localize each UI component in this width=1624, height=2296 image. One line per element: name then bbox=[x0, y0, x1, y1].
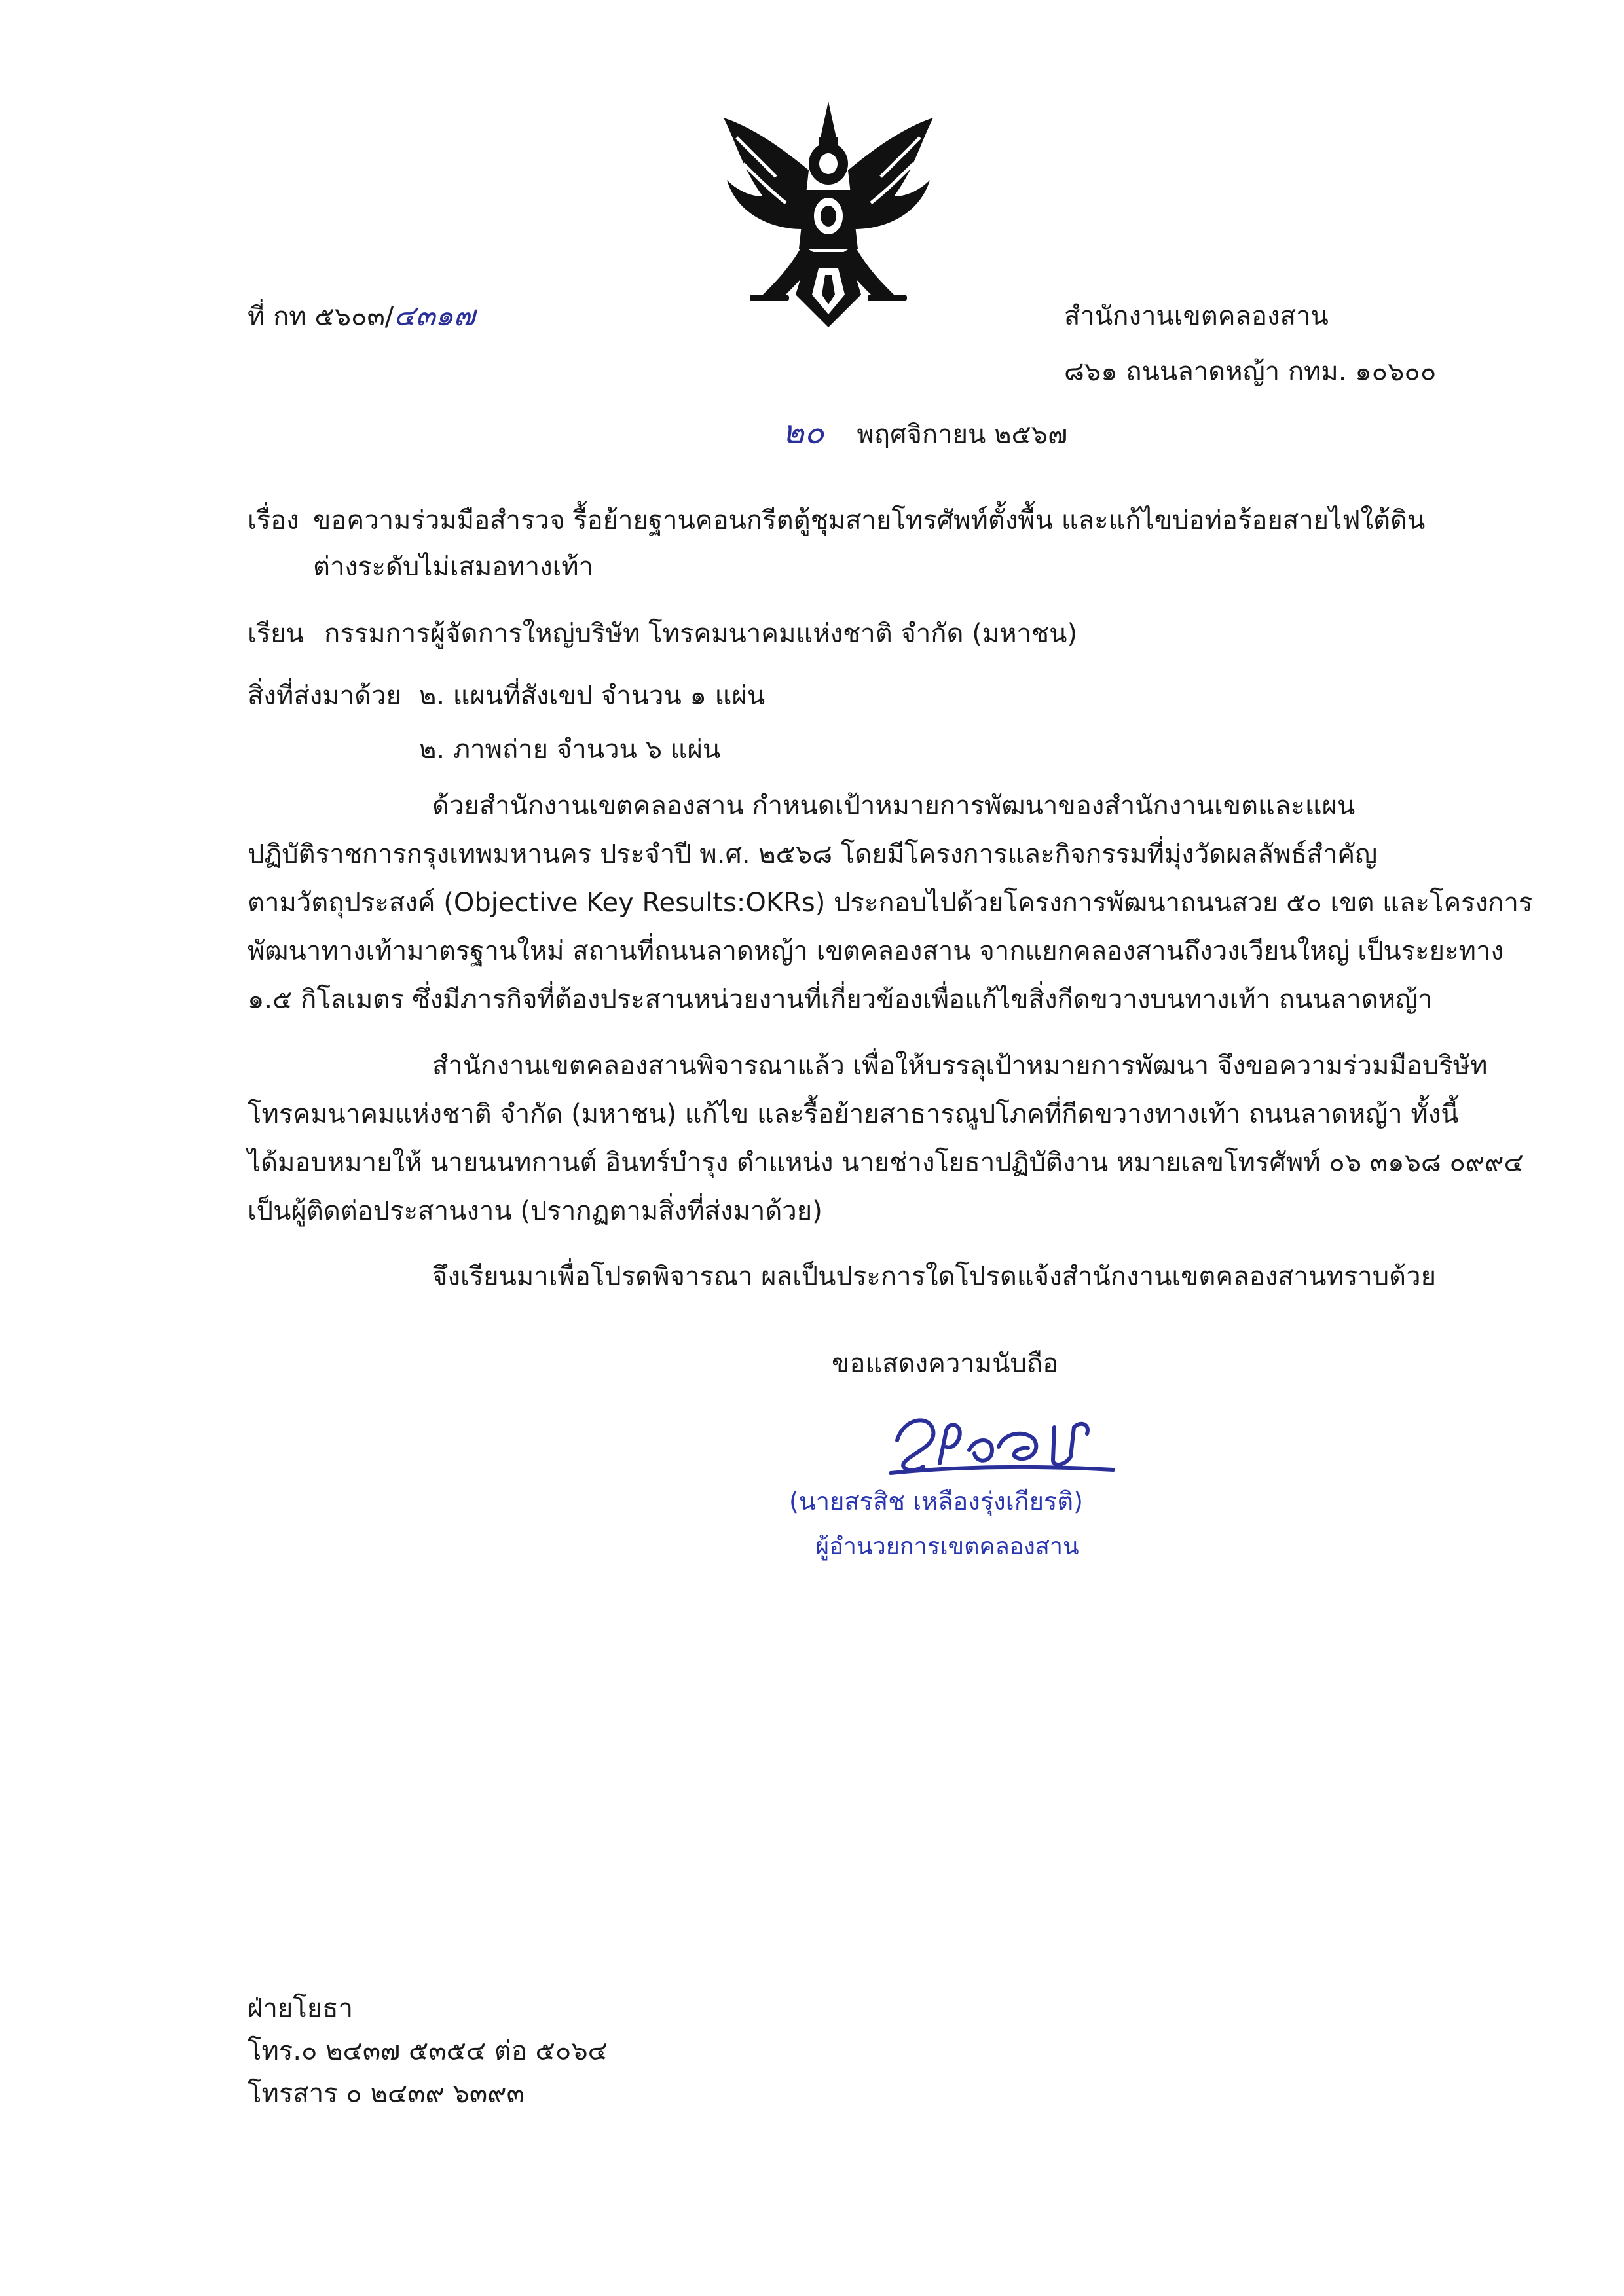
body-p3: จึงเรียนมาเพื่อโปรดพิจารณา ผลเป็นประการใดโปรดแจ้งสำนักงานเขตคลองสานทราบด้วย bbox=[432, 1262, 1437, 1292]
subject-line-1: ขอความร่วมมือสำรวจ รื้อย้ายฐานคอนกรีตตู้ชุมสายโทรศัพท์ตั้งพื้น และแก้ไขบ่อท่อร้อยสายไฟใต้ดิน bbox=[313, 505, 1426, 536]
office-address: ๘๖๑ ถนนลาดหญ้า กทม. ๑๐๖๐๐ bbox=[1064, 357, 1437, 387]
body-p2-line-4: เป็นผู้ติดต่อประสานงาน (ปรากฏตามสิ่งที่ส่งมาด้วย) bbox=[248, 1196, 822, 1226]
date-month-year: พฤศจิกายน ๒๕๖๗ bbox=[857, 420, 1068, 450]
footer-phone: โทร.๐ ๒๔๓๗ ๕๓๕๔ ต่อ ๕๐๖๔ bbox=[248, 2036, 608, 2066]
signer-title: ผู้อำนวยการเขตคลองสาน bbox=[815, 1533, 1079, 1560]
enclosures-label: สิ่งที่ส่งมาด้วย bbox=[248, 681, 401, 711]
footer-fax: โทรสาร ๐ ๒๔๓๙ ๖๓๙๓ bbox=[248, 2079, 525, 2109]
subject-line-2: ต่างระดับไม่เสมอทางเท้า bbox=[313, 552, 594, 582]
body-p2-line-3: ได้มอบหมายให้ นายนนทกานต์ อินทร์บำรุง ตำแหน่ง นายช่างโยธาปฏิบัติงาน หมายเลขโทรศัพท์ ๐๖ ๓๑๖๘ ๐๙๙๔ bbox=[248, 1148, 1524, 1178]
document-number-handwritten: ๔๓๑๗ bbox=[394, 299, 475, 333]
body-p1-line-5: ๑.๕ กิโลเมตร ซึ่งมีภารกิจที่ต้องประสานหน่วยงานที่เกี่ยวข้องเพื่อแก้ไขสิ่งกีดขวางบนทางเท้า ถนนลาดหญ้า bbox=[248, 985, 1433, 1015]
date-day-handwritten: ๒๐ bbox=[783, 413, 824, 451]
addressee-label: เรียน bbox=[248, 619, 304, 649]
subject-label: เรื่อง bbox=[248, 505, 299, 536]
garuda-emblem-icon bbox=[697, 98, 959, 334]
body-p2-line-1: สำนักงานเขตคลองสานพิจารณาแล้ว เพื่อให้บรรลุเป้าหมายการพัฒนา จึงขอความร่วมมือบริษัท bbox=[432, 1051, 1488, 1081]
closing-regards: ขอแสดงความนับถือ bbox=[832, 1349, 1059, 1379]
document-number-prefix: ที่ กท ๕๖๐๓/ bbox=[248, 302, 394, 332]
addressee-text: กรรมการผู้จัดการใหญ่บริษัท โทรคมนาคมแห่งชาติ จำกัด (มหาชน) bbox=[324, 619, 1078, 649]
signer-name: (นายสรสิช เหลืองรุ่งเกียรติ) bbox=[789, 1487, 1083, 1516]
body-p1-line-1: ด้วยสำนักงานเขตคลองสาน กำหนดเป้าหมายการพัฒนาของสำนักงานเขตและแผน bbox=[432, 791, 1356, 821]
footer-division: ฝ่ายโยธา bbox=[248, 1994, 354, 2024]
letter-date bbox=[783, 414, 1067, 453]
body-p1-line-4: พัฒนาทางเท้ามาตรฐานใหม่ สถานที่ถนนลาดหญ้า เขตคลองสาน จากแยกคลองสานถึงวงเวียนใหญ่ เป็นระยะทาง bbox=[248, 936, 1504, 966]
body-p2-line-2: โทรคมนาคมแห่งชาติ จำกัด (มหาชน) แก้ไข และรื้อย้ายสาธารณูปโภคที่กีดขวางทางเท้า ถนนลาดหญ้า ทั้งนี้ bbox=[248, 1099, 1459, 1129]
enclosure-item-1: ๒. แผนที่สังเขป จำนวน ๑ แผ่น bbox=[419, 681, 766, 711]
signature-icon bbox=[877, 1401, 1126, 1486]
document-number bbox=[248, 298, 475, 335]
body-p1-line-2: ปฏิบัติราชการกรุงเทพมหานคร ประจำปี พ.ศ. ๒๕๖๘ โดยมีโครงการและกิจกรรมที่มุ่งวัดผลลัพธ์สำคัญ bbox=[248, 839, 1378, 869]
enclosure-item-2: ๒. ภาพถ่าย จำนวน ๖ แผ่น bbox=[419, 735, 721, 765]
office-name: สำนักงานเขตคลองสาน bbox=[1064, 301, 1329, 331]
body-p1-line-3: ตามวัตถุประสงค์ (Objective Key Results:OKRs) ประกอบไปด้วยโครงการพัฒนาถนนสวย ๕๐ เขต และโครงการ bbox=[248, 888, 1533, 918]
